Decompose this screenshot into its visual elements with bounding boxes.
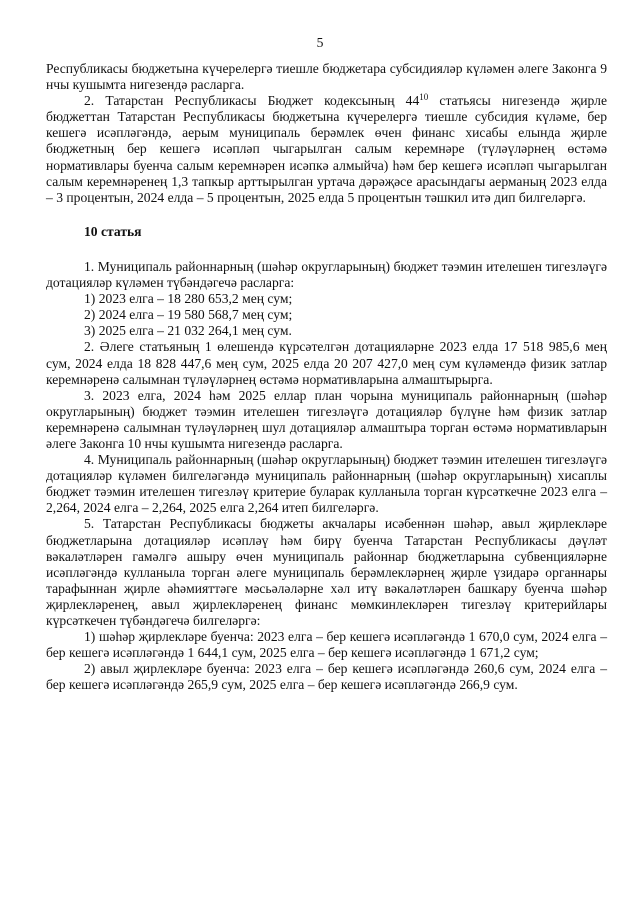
- paragraph-text: 2. Татарстан Республикасы Бюджет кодексының 44: [84, 93, 420, 109]
- document-body: [46, 61, 607, 693]
- article-superscript: 10: [419, 92, 429, 103]
- paragraph-article-9-part-2: [46, 93, 607, 206]
- page-number: 5: [316, 35, 324, 50]
- paragraph-5: 5. Татарстан Республикасы бюджеты акчалары исәбеннән шәһәр, авыл җирлекләре бюджетларына дотацияләр исәпләү һәм бирү буенча Татарстан Республикасы дәүләт вәкаләтләрен гамәлгә ашыру өчен муниципаль районнар бюджетларына субвенцияләрне исәпләгәндә кулланыла торган әлеге муниципаль берәмлекләрнең җирле үзидарә органнары тарафыннан җирле әһәмияттәге мәсьәләләрне хәл итү вәкаләтләрен башкару буенча шәһәр җирлекләренең, авыл җирлекләренең финанс мөмкинлекләрен тигезләү критерийлары күрсәткечен түбәндәгечә билгеләргә:: [46, 516, 607, 628]
- paragraph-1: 1. Муниципаль районнарның (шәһәр округларының) бюджет тәэмин ителешен тигезләүгә дотацияләр күләмен түбәндәгечә расларга:: [46, 258, 607, 291]
- paragraph-3: 3. 2023 елга, 2024 һәм 2025 еллар план чорына муниципаль районнарның (шәһәр округларының) бюджет тәэмин ителешен тигезләүгә дотацияләр бүлүне һәм физик затлар керемнәренә салымнан түләүләрнең шул дотацияләр алмаштыра торган өстәмә нормативларын әлеге Законга 10 нчы кушымта нигезендә расларга.: [46, 387, 607, 451]
- list-item: 2) 2024 елга – 19 580 568,7 мең сум;: [84, 307, 293, 323]
- paragraph-4: 4. Муниципаль районнарның (шәһәр округларының) бюджет тәэмин ителешен тигезләүгә дотацияләр күләмен билгеләгәндә муниципаль районнарның (шәһәр округларының) хисаплы бюджет тәэмин ителешен тигезләү критерие буларак кулланыла торган күрсәткечне 2023 елга – 2,264, 2024 елга – 2,264, 2025 елга 2,264 итеп билгеләргә.: [46, 452, 607, 516]
- paragraph-2: 2. Әлеге статьяның 1 өлешендә күрсәтелгән дотацияләрне 2023 елда 17 518 985,6 мең сум, 2024 елда 18 828 447,6 мең сум, 2025 елда 20 207 427,0 мең сум күләмендә физик затлар керемнәренә салымнан түләүләрнең өстәмә нормативларына алмаштырырга.: [46, 339, 607, 387]
- list-item: 3) 2025 елга – 21 032 264,1 мең сум.: [84, 323, 292, 339]
- list-item: 1) 2023 елга – 18 280 653,2 мең сум;: [84, 291, 293, 307]
- list-item: 1) шәһәр җирлекләре буенча: 2023 елга – бер кешегә исәпләгәндә 1 670,0 сум, 2024 елга – бер кешегә исәпләгәндә 1 644,1 сум, 2025 елга – бер кешегә исәпләгәндә 1 671,2 сум;: [46, 629, 607, 661]
- paragraph-continuation: Республикасы бюджетына күчерелергә тиешле бюджетара субсидияләр күләмен әлеге Законга 9 нчы кушымта нигезендә расларга.: [46, 61, 607, 93]
- article-heading: 10 статья: [84, 223, 142, 239]
- paragraph-text-rest: статьясы нигезендә җирле бюджеттан Татарстан Республикасы бюджетына күчерелергә тиешле субсидия күләме, бер кешегә исәпләгәндә, аерым муниципаль берәмлек өчен финанс хисабы елында җирле бюджетның бер кешегә исәпләп чыгарылган салым керемнәре (түләүләрнең өстәмә нормативлары буенча салым керемнәрен исәпкә алмыйча) һәм бер кешегә исәпләп чыгарылган салым керемнәренең 1,3 тапкыр арттырылган уртача дәрәҗәсе арасындагы аерманың 2023 елда – 3 процентын, 2024 елда – 5 процентын, 2025 елда 5 процентын тәшкил итә дип билгеләргә.: [46, 93, 607, 205]
- list-item: 2) авыл җирлекләре буенча: 2023 елга – бер кешегә исәпләгәндә 260,6 сум, 2024 елга – бер кешегә исәпләгәндә 265,9 сум, 2025 елга – бер кешегә исәпләгәндә 266,9 сум.: [46, 661, 607, 693]
